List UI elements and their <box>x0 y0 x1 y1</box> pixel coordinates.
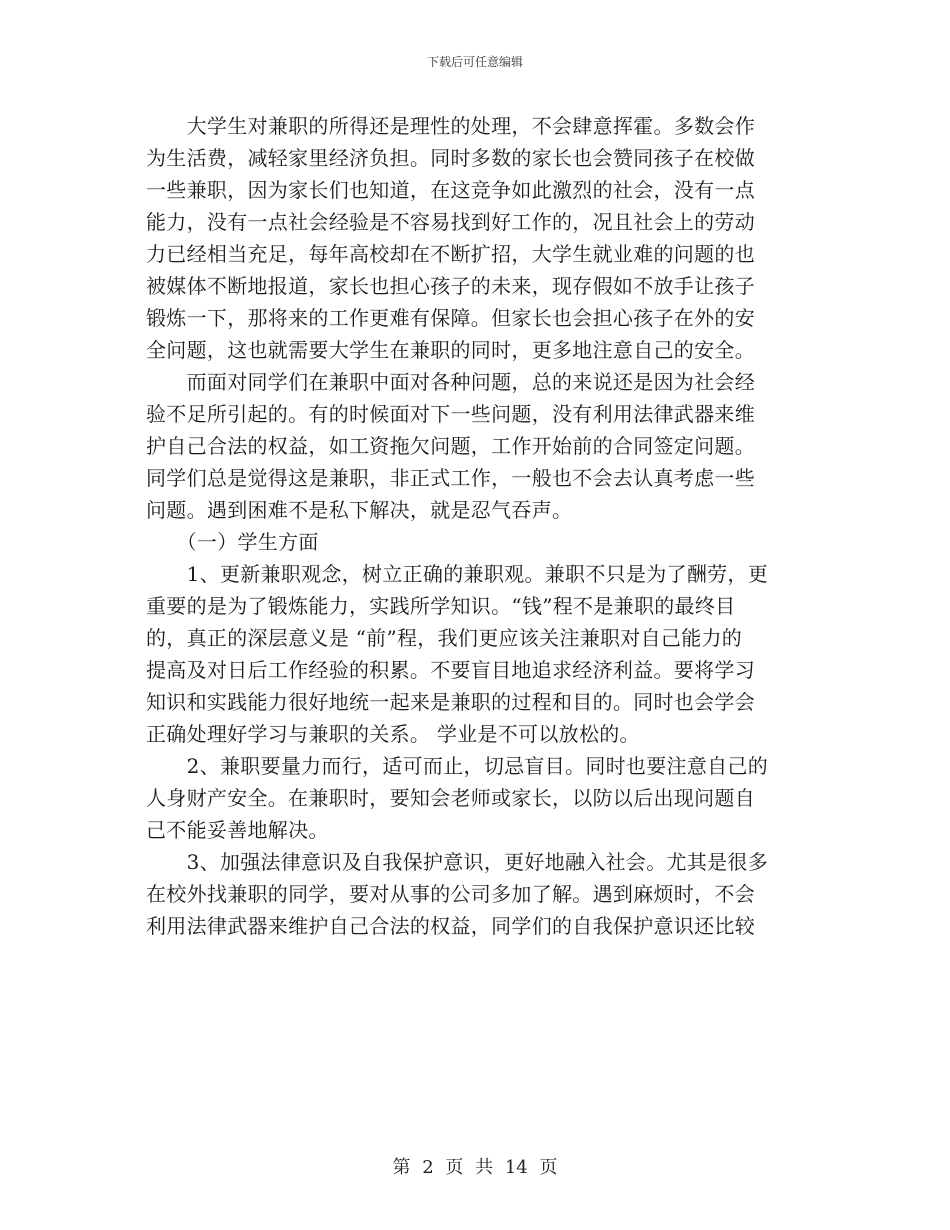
text-line: 锻炼一下，那将来的工作更难有保障。但家长也会担心孩子在外的安 <box>146 306 755 330</box>
text-line: 被媒体不断地报道，家长也担心孩子的未来，现存假如不放手让孩子 <box>146 274 755 298</box>
text-line: 力已经相当充足，每年高校却在不断扩招，大学生就业难的问题的也 <box>146 242 755 266</box>
text-line: 己不能妥善地解决。 <box>146 818 329 842</box>
text-line: 验不足所引起的。有的时候面对下一些问题，没有利用法律武器来维 <box>146 402 755 426</box>
text-line: 为生活费，减轻家里经济负担。同时多数的家长也会赞同孩子在校做 <box>146 146 755 170</box>
text-line: 2、兼职要量力而行，适可而止，切忌盲目。同时也要注意自己的 <box>146 754 769 778</box>
page-header-note: 下载后可任意编辑 <box>426 55 523 69</box>
text-line: 的，真正的深层意义是 “前”程，我们更应该关注兼职对自己能力的 <box>146 626 743 650</box>
text-line: 问题。遇到困难不是私下解决，就是忍气吞声。 <box>146 498 573 522</box>
text-line: 能力，没有一点社会经验是不容易找到好工作的，况且社会上的劳动 <box>146 210 755 234</box>
text-line: 大学生对兼职的所得还是理性的处理，不会肆意挥霍。多数会作 <box>146 114 755 138</box>
text-line: 人身财产安全。在兼职时，要知会老师或家长，以防以后出现问题自 <box>146 786 755 810</box>
text-line: 而面对同学们在兼职中面对各种问题，总的来说还是因为社会经 <box>146 370 755 394</box>
text-line: 一些兼职，因为家长们也知道，在这竞争如此激烈的社会，没有一点 <box>146 178 755 202</box>
text-line: 提高及对日后工作经验的积累。不要盲目地追求经济利益。要将学习 <box>146 658 755 682</box>
text-line: 知识和实践能力很好地统一起来是兼职的过程和目的。同时也会学会 <box>146 690 755 714</box>
document-body <box>146 110 816 942</box>
text-line: 重要的是为了锻炼能力，实践所学知识。“钱”程不是兼职的最终目 <box>146 594 736 618</box>
text-line: 1、更新兼职观念，树立正确的兼职观。兼职不只是为了酬劳，更 <box>146 562 769 586</box>
text-line: 护自己合法的权益，如工资拖欠问题，工作开始前的合同签定问题。 <box>146 434 755 458</box>
page-number: 第 2 页 共 14 页 <box>392 1157 558 1178</box>
section-heading: （一）学生方面 <box>146 530 319 554</box>
text-line: 正确处理好学习与兼职的关系。 学业是不可以放松的。 <box>146 722 640 746</box>
text-line: 在校外找兼职的同学，要对从事的公司多加了解。遇到麻烦时，不会 <box>146 882 755 906</box>
text-line: 3、加强法律意识及自我保护意识，更好地融入社会。尤其是很多 <box>146 850 769 874</box>
text-line: 同学们总是觉得这是兼职，非正式工作，一般也不会去认真考虑一些 <box>146 466 755 490</box>
text-line: 利用法律武器来维护自己合法的权益，同学们的自我保护意识还比较 <box>146 914 755 938</box>
text-line: 全问题，这也就需要大学生在兼职的同时，更多地注意自己的安全。 <box>146 338 755 362</box>
